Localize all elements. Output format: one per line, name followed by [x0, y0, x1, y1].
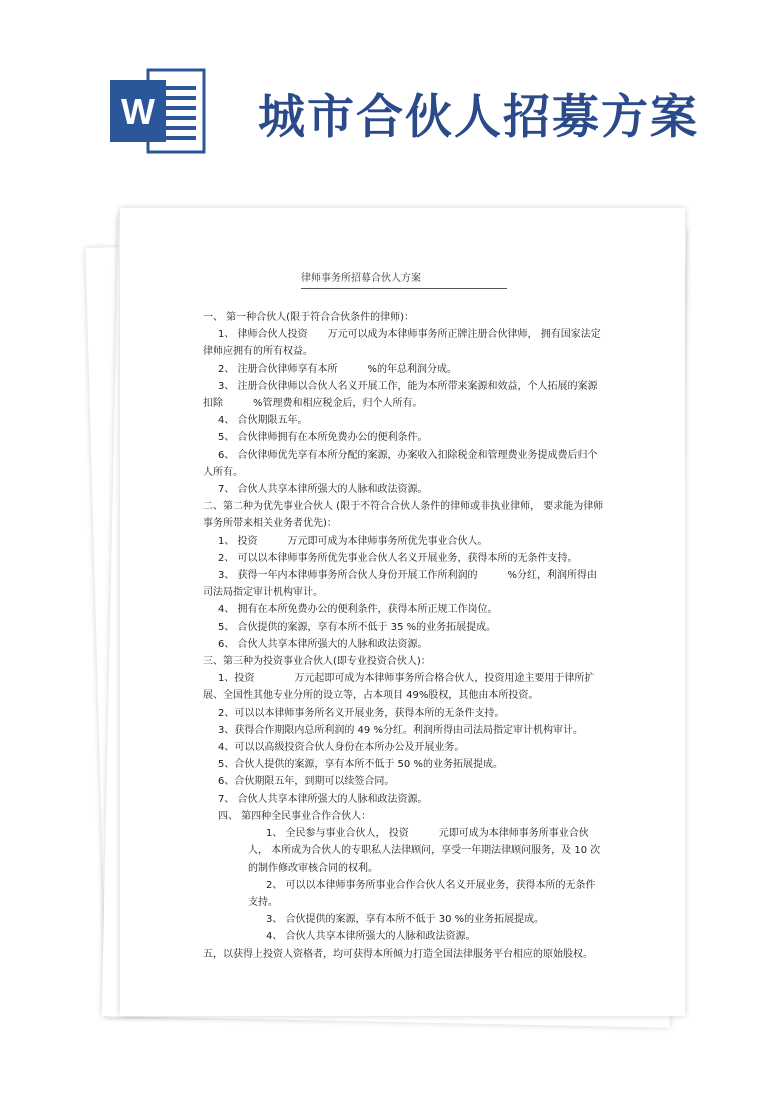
document-line: 7、 合伙人共享本律所强大的人脉和政法资源。: [218, 793, 428, 805]
document-line: 1、 全民参与事业合伙人， 投资 元即可成为本律师事务所事业合伙人， 本所成为合伙人的专职私人法律顾问，享受一年期法律顾问服务，及 10 次的制作修改审核合同的权利。: [248, 828, 601, 874]
document-page: [120, 208, 685, 1016]
document-line: 2、可以以本律师事务所名义开展业务，获得本所的无条件支持。: [218, 707, 505, 719]
document-line: 1、 投资 万元即可成为本律师事务所优先事业合伙人。: [218, 535, 488, 547]
document-line: 二、第二种为优先事业合伙人 (限于不符合合伙人条件的律师或非执业律师， 要求能为律师事务所带来相关业务者优先)：: [203, 501, 604, 530]
document-line: 五，以获得上投资人资格者，均可获得本所倾力打造全国法律服务平台相应的原始股权。: [203, 948, 593, 960]
document-line: 5、 合伙提供的案源，享有本所不低于 35 %的业务拓展提成。: [218, 621, 497, 633]
document-line: 3、 获得一年内本律师事务所合伙人身份开展工作所利润的 %分红，利润所得由司法局指定审计机构审计。: [203, 570, 598, 599]
page-title: 城市合伙人招募方案: [258, 90, 699, 145]
document-line: 4、 合伙期限五年。: [218, 415, 308, 427]
document-line: 2、 可以以本律师事务所事业合作合伙人名义开展业务，获得本所的无条件支持。: [248, 879, 596, 908]
document-line: 4、 合伙人共享本律所强大的人脉和政法资源。: [266, 931, 476, 943]
document-line: 3、 合伙提供的案源，享有本所不低于 30 %的业务拓展提成。: [266, 914, 545, 926]
document-line: 3、 注册合伙律师以合伙人名义开展工作，能为本所带来案源和效益，个人拓展的案源扣除 %管理费和相应税金后，归个人所有。: [203, 380, 598, 410]
document-header: 律师事务所招募合伙人方案: [301, 269, 507, 289]
document-line: 6、 合伙律师优先享有本所分配的案源，办案收入扣除税金和管理费业务提成费后归个人所有。: [203, 449, 598, 478]
document-line: 2、 注册合伙律师享有本所 %的年总利润分成。: [218, 363, 458, 375]
document-line: 一、 第一种合伙人(限于符合合伙条件的律师)：: [203, 312, 414, 323]
document-line: 4、可以以高级投资合伙人身份在本所办公及开展业务。: [218, 742, 465, 754]
document-body: [203, 309, 605, 963]
document-line: 5、 合伙律师拥有在本所免费办公的便利条件。: [218, 432, 428, 444]
word-app-icon: [108, 66, 208, 156]
word-logo-letter: W: [121, 91, 155, 132]
document-line: 三、第三种为投资事业合伙人(即专业投资合伙人)：: [203, 656, 431, 668]
document-line: 6、 合伙人共享本律所强大的人脉和政法资源。: [218, 638, 428, 650]
document-line: 1、投资 万元起即可成为本律师事务所合格合伙人，投资用途主要用于律所扩展、全国性其他专业分所的设立等，占本项目 49%股权，其他由本所投资。: [203, 673, 595, 702]
document-line: 7、 合伙人共享本律所强大的人脉和政法资源。: [218, 484, 428, 496]
document-line: 3、获得合作期限内总所利润的 49 %分红。利润所得由司法局指定审计机构审计。: [218, 724, 583, 736]
document-line: 6、合伙期限五年，到期可以续签合同。: [218, 776, 395, 788]
document-line: 2、 可以以本律师事务所优先事业合伙人名义开展业务，获得本所的无条件支持。: [218, 552, 578, 564]
document-line: 4、 拥有在本所免费办公的便利条件，获得本所正规工作岗位。: [218, 604, 498, 616]
document-line: 1、 律师合伙人投资 万元可以成为本律师事务所正牌注册合伙律师， 拥有国家法定律师应拥有的所有权益。: [203, 329, 601, 358]
document-line: 5、合伙人提供的案源，享有本所不低于 50 %的业务拓展提成。: [218, 759, 503, 771]
document-line: 四、 第四种全民事业合作合伙人：: [218, 810, 372, 822]
